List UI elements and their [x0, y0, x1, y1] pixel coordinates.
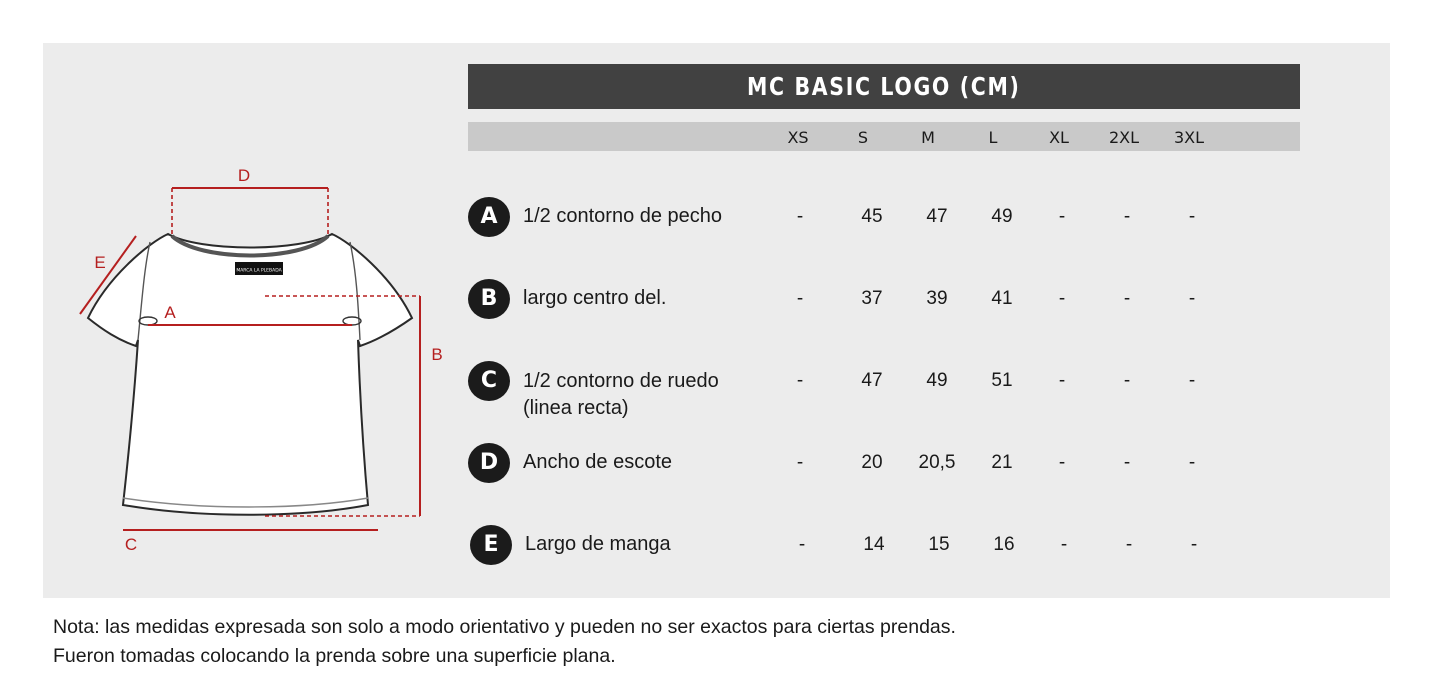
table-cell: 16	[993, 534, 1015, 555]
measure-row-e	[0, 525, 1432, 565]
measure-row-a	[0, 197, 1432, 237]
table-cell: -	[1123, 206, 1131, 227]
table-cell: 20	[861, 452, 883, 473]
size-header: 3XL	[1173, 128, 1205, 147]
row-key-badge: B	[468, 279, 510, 319]
table-cell: -	[1060, 534, 1068, 555]
measure-label-d: D	[237, 166, 251, 185]
table-cell: 49	[991, 206, 1013, 227]
table-cell: 47	[926, 206, 948, 227]
table-cell: -	[1123, 370, 1131, 391]
table-cell: -	[1188, 452, 1196, 473]
measure-label-a: A	[164, 303, 176, 322]
measure-row-d	[0, 443, 1432, 483]
table-cell: 51	[991, 370, 1013, 391]
size-header: L	[988, 128, 998, 147]
row-label: largo centro del.	[523, 287, 667, 309]
measure-row-c	[0, 361, 1432, 419]
table-cell: 45	[861, 206, 883, 227]
table-cell: -	[1058, 452, 1066, 473]
table-cell: -	[798, 534, 806, 555]
footnote-line: Nota: las medidas expresada son solo a modo orientativo y pueden no ser exactos para ciertas prendas.	[53, 616, 956, 638]
row-label: 1/2 contorno de ruedo	[523, 370, 719, 392]
size-header: 2XL	[1108, 128, 1140, 147]
size-header-bar	[468, 122, 1300, 151]
table-cell: -	[1190, 534, 1198, 555]
measure-row-b	[0, 279, 1432, 319]
row-label-secondary: (linea recta)	[523, 397, 629, 419]
row-key-badge: D	[468, 443, 510, 483]
table-cell: 41	[991, 288, 1013, 309]
row-label: 1/2 contorno de pecho	[523, 205, 723, 227]
table-cell: -	[796, 452, 804, 473]
measure-label-c: C	[124, 535, 138, 554]
table-cell: 49	[926, 370, 948, 391]
table-cell: -	[1188, 370, 1196, 391]
table-cell: 14	[863, 534, 885, 555]
measure-label-e: E	[94, 253, 106, 272]
table-cell: -	[1058, 370, 1066, 391]
row-key-badge: A	[468, 197, 510, 237]
brand-tag-text: MARCA LA PLEBADA	[236, 268, 282, 274]
size-header: S	[857, 128, 869, 147]
footnote-line: Fueron tomadas colocando la prenda sobre una superficie plana.	[53, 645, 616, 667]
table-cell: -	[796, 370, 804, 391]
table-cell: 37	[861, 288, 883, 309]
size-header: XL	[1049, 128, 1069, 147]
table-cell: -	[796, 206, 804, 227]
table-cell: 21	[991, 452, 1013, 473]
row-key-badge: E	[470, 525, 512, 565]
size-header: XS	[787, 128, 809, 147]
row-label: Ancho de escote	[523, 451, 672, 473]
table-cell: -	[1123, 288, 1131, 309]
table-cell: 39	[926, 288, 948, 309]
row-label: Largo de manga	[525, 533, 671, 555]
size-header: M	[921, 128, 935, 147]
chart-title: MC BASIC LOGO (CM)	[468, 64, 1300, 109]
table-cell: -	[1058, 206, 1066, 227]
table-cell: -	[1123, 452, 1131, 473]
table-cell: -	[1125, 534, 1133, 555]
row-key-badge: C	[468, 361, 510, 401]
table-cell: -	[796, 288, 804, 309]
footnote	[53, 613, 956, 671]
table-cell: 47	[861, 370, 883, 391]
table-cell: -	[1058, 288, 1066, 309]
table-cell: -	[1188, 206, 1196, 227]
table-cell: 15	[928, 534, 950, 555]
table-cell: 20,5	[918, 452, 956, 473]
table-cell: -	[1188, 288, 1196, 309]
measure-label-b: B	[431, 345, 443, 364]
